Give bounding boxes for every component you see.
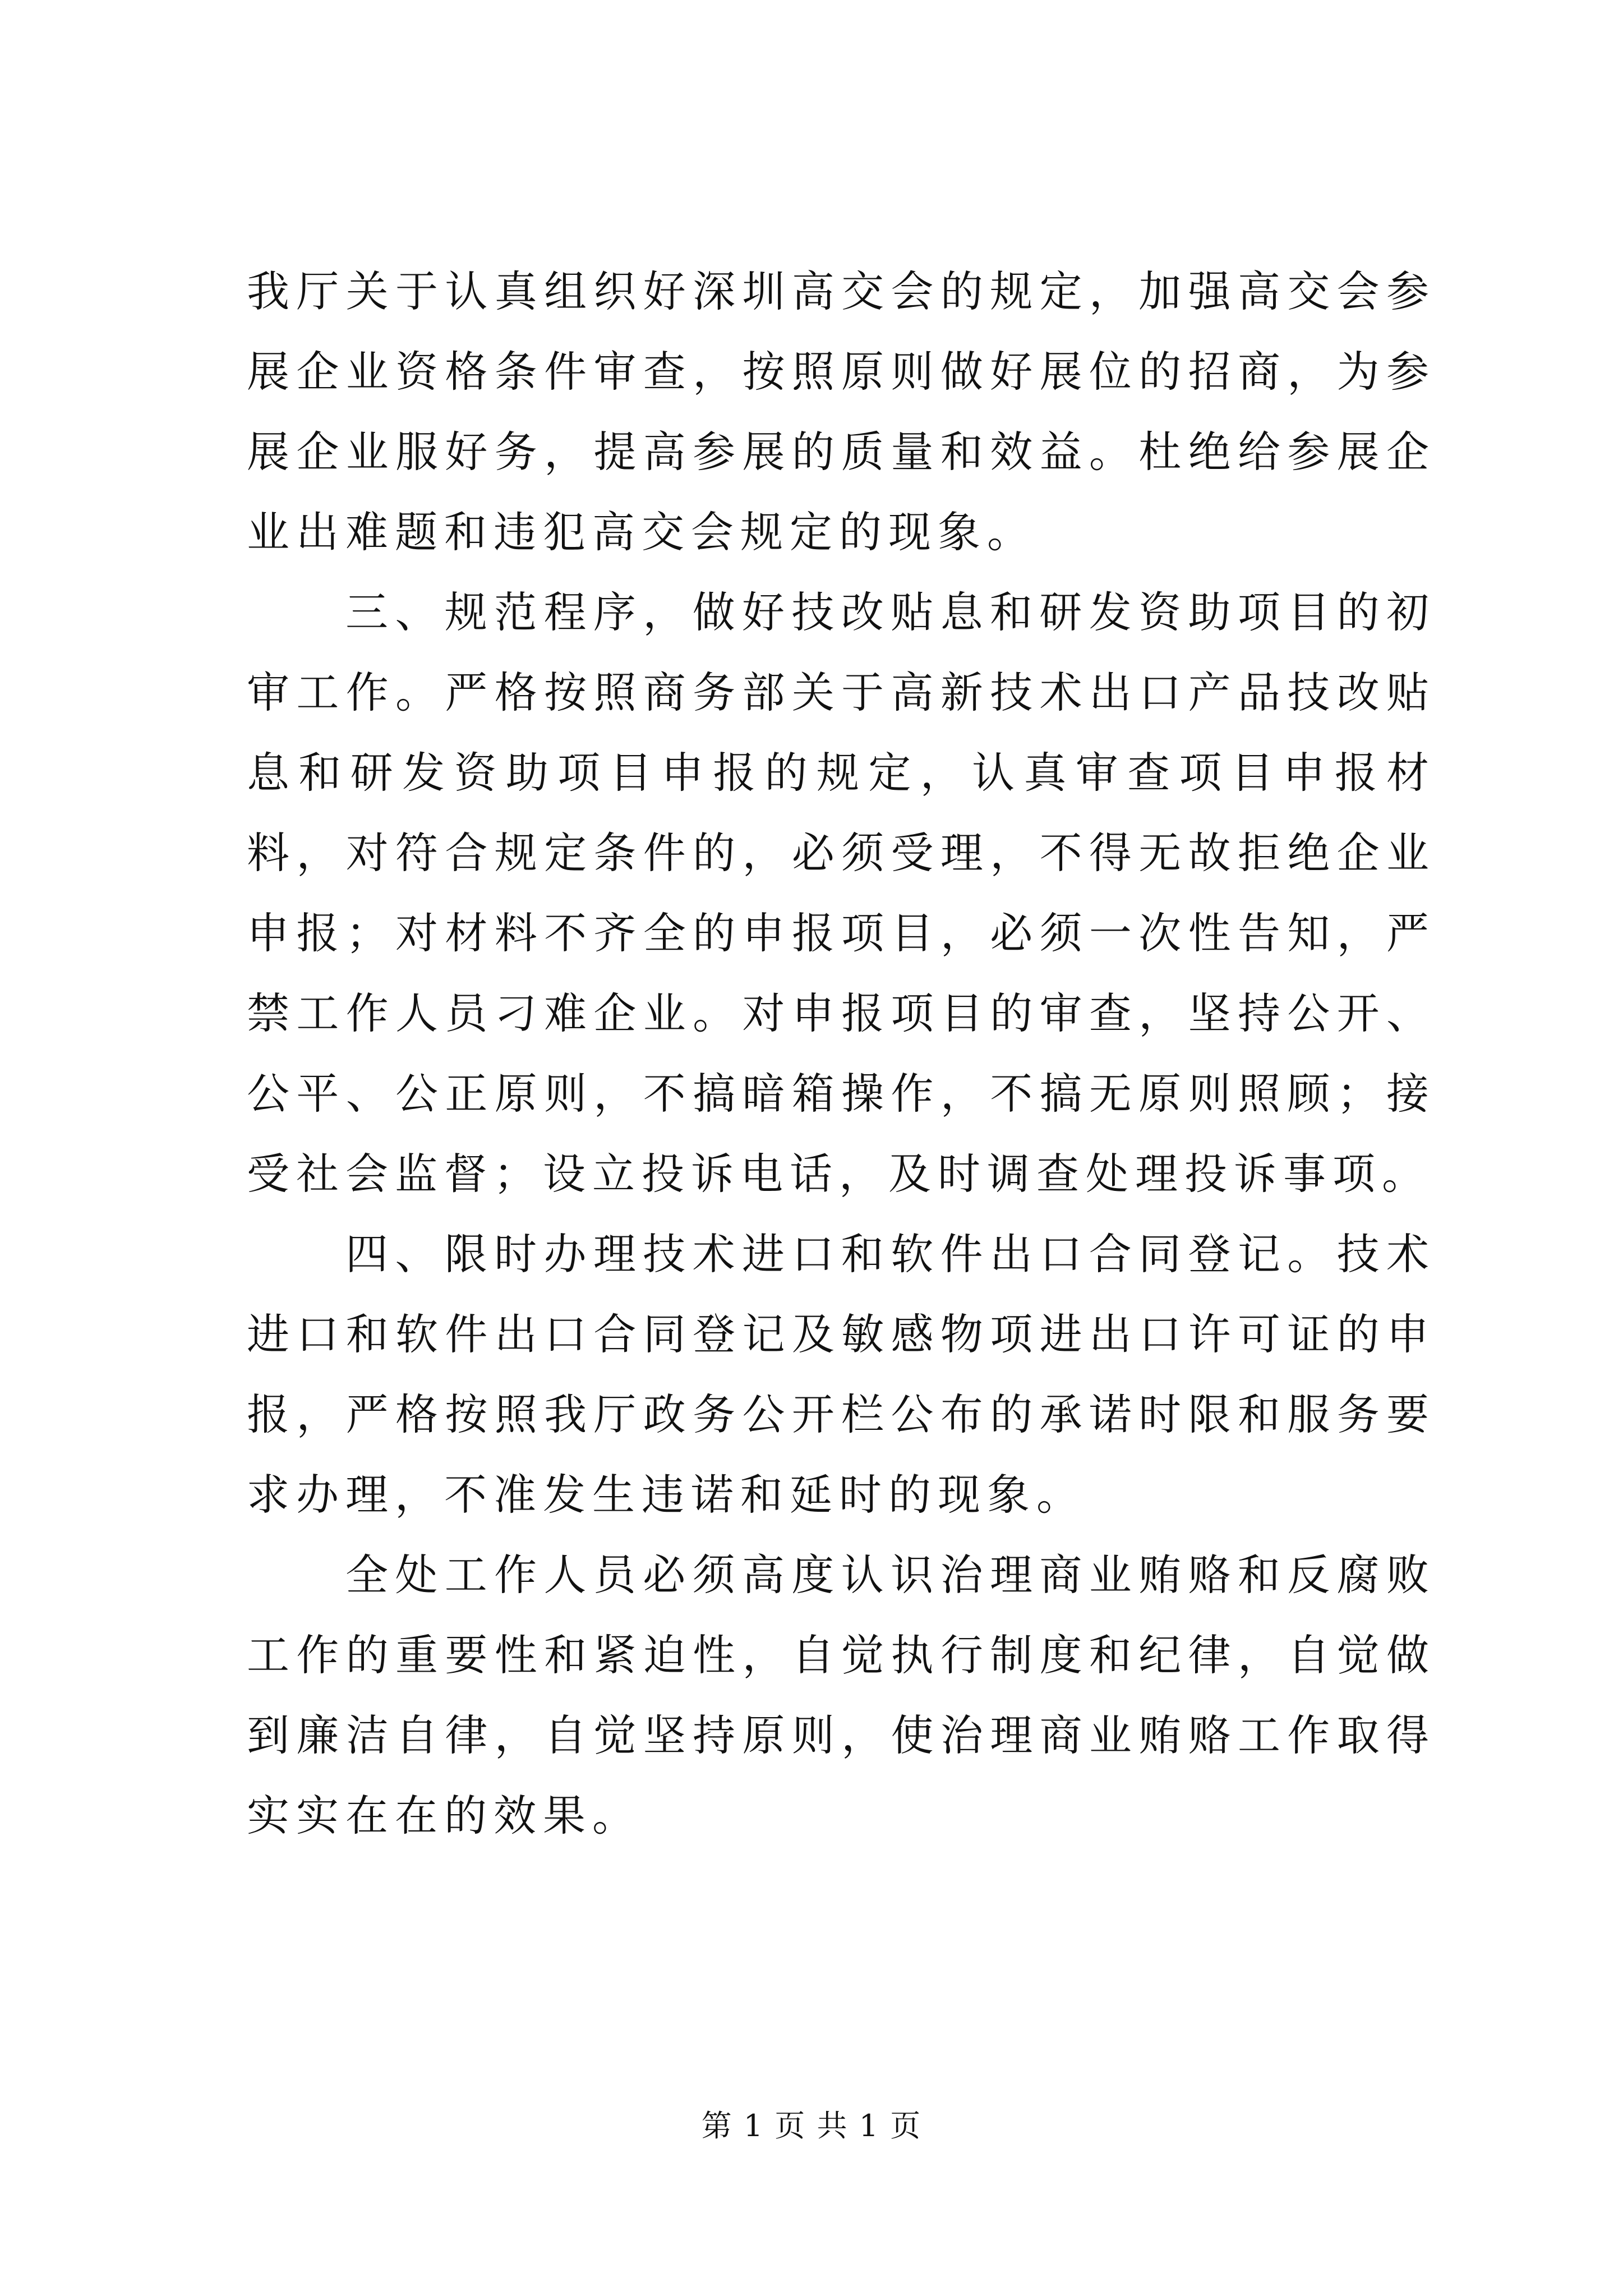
paragraph-section-3: 三、规范程序，做好技改贴息和研发资助项目的初审工作。严格按照商务部关于高新技术出口产品技改贴息和研发资助项目申报的规定，认真审查项目申报材料，对符合规定条件的，必须受理，不得无故拒绝企业申报；对材料不齐全的申报项目，必须一次性告知，严禁工作人员刁难企业。对申报项目的审查，坚持公开、公平、公正原则，不搞暗箱操作，不搞无原则照顾；接受社会监督；设立投诉电话，及时调查处理投诉事项。 — [247, 587, 1436, 1199]
document-body — [247, 251, 1436, 1856]
paragraph-section-4: 四、限时办理技术进口和软件出口合同登记。技术进口和软件出口合同登记及敏感物项进出口许可证的申报，严格按照我厅政务公开栏公布的承诺时限和服务要求办理，不准发生违诺和延时的现象。 — [247, 1229, 1436, 1520]
paragraph-closing: 全处工作人员必须高度认识治理商业贿赂和反腐败工作的重要性和紧迫性，自觉执行制度和纪律，自觉做到廉洁自律，自觉坚持原则，使治理商业贿赂工作取得实实在在的效果。 — [247, 1550, 1436, 1841]
paragraph-continuation: 我厅关于认真组织好深圳高交会的规定，加强高交会参展企业资格条件审查，按照原则做好展位的招商，为参展企业服好务，提高参展的质量和效益。杜绝给参展企业出难题和违犯高交会规定的现象。 — [247, 266, 1436, 557]
page-footer: 第 1 页 共 1 页 — [701, 2108, 922, 2143]
